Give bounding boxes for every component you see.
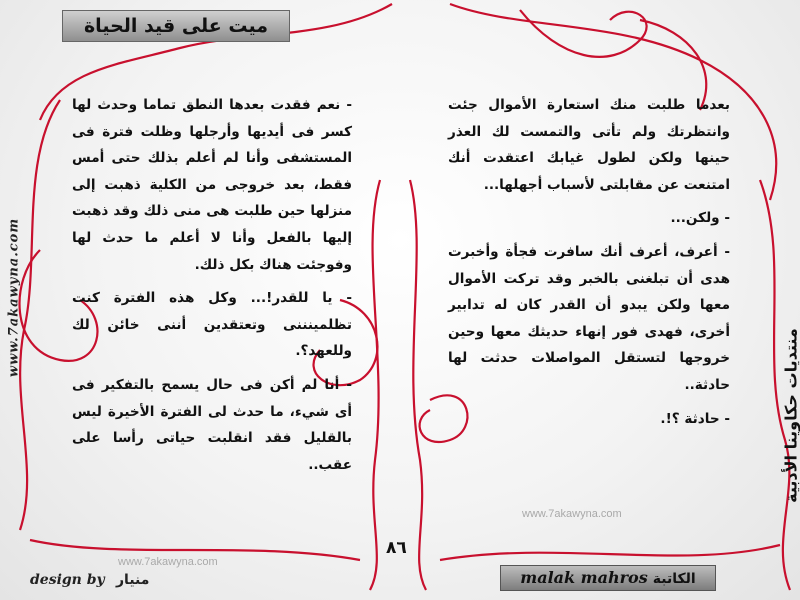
side-website-label: www.7akawyna.com [6,217,22,378]
author-name: malak mahros [520,568,648,587]
page-title: ميت على قيد الحياة [62,10,290,42]
paragraph: - أنا لم أكن فى حال يسمح بالتفكير فى أى شيء، ما حدث لى الفترة الأخيرة ليس بالقليل فقد انقلبت حياتى رأسا على عقب.. [72,376,352,473]
right-text-column [448,92,730,439]
frame-swirl-left [20,100,60,530]
watermark-url: www.7akawyna.com [522,508,622,520]
frame-heart-top-right [520,10,647,57]
paragraph: - يا للقدر!... وكل هذه الفترة كنت تظلمينننى وتعتقدين أننى خائن لك وللعهد؟. [72,290,352,360]
paragraph: - ولكن... [670,210,730,227]
paragraph: - نعم فقدت بعدها النطق تماما وحدث لها كسر فى أيديها وأرجلها وظلت فترة فى المستشفى وأنا لم أعلم بذلك حتى أمس فقط، بعد خروجى من الكلية ذهبت إلى منزلها حين طلبت هى منى ذلك وقد ذهبت إليها بالفعل وأنا لا أعلم ما حدث لها وفوجئت هناك بكل ذلك. [72,97,352,273]
frame-spine-right [410,180,426,590]
author-banner [500,565,716,591]
watermark-url: www.7akawyna.com [118,556,218,568]
designer-name: منيار [116,572,150,588]
frame-spine-left [370,180,380,590]
page-number: ٨٦ [386,538,407,558]
paragraph: بعدما طلبت منك استعارة الأموال جئت وانتظرتك ولم تأتى والتمست لك العذر حينها ولكن لطول غيابك اعتقدت أنك امتنعت عن مقابلتى لأسباب أجهلها... [448,97,730,193]
frame-swirl-bottom-right [440,545,780,560]
left-text-column [72,92,352,485]
design-by-label: design by [30,572,105,588]
paragraph: - أعرف، أعرف أنك سافرت فجأة وأخبرت هدى أن تبلغنى بالخبر وقد تركت الأموال معها ولكن يبدو أن القدر كان له تدابير أخرى، فهدى فور إنهاء حديثك معها وحين خروجها لتستقل المواصلات حدثت لها حادثة.. [448,243,730,393]
side-forum-label: منتديات حكاوينا الأدبية [781,328,800,503]
author-label: الكاتبة [652,571,696,587]
paragraph: - حادثة ؟!. [660,410,730,427]
